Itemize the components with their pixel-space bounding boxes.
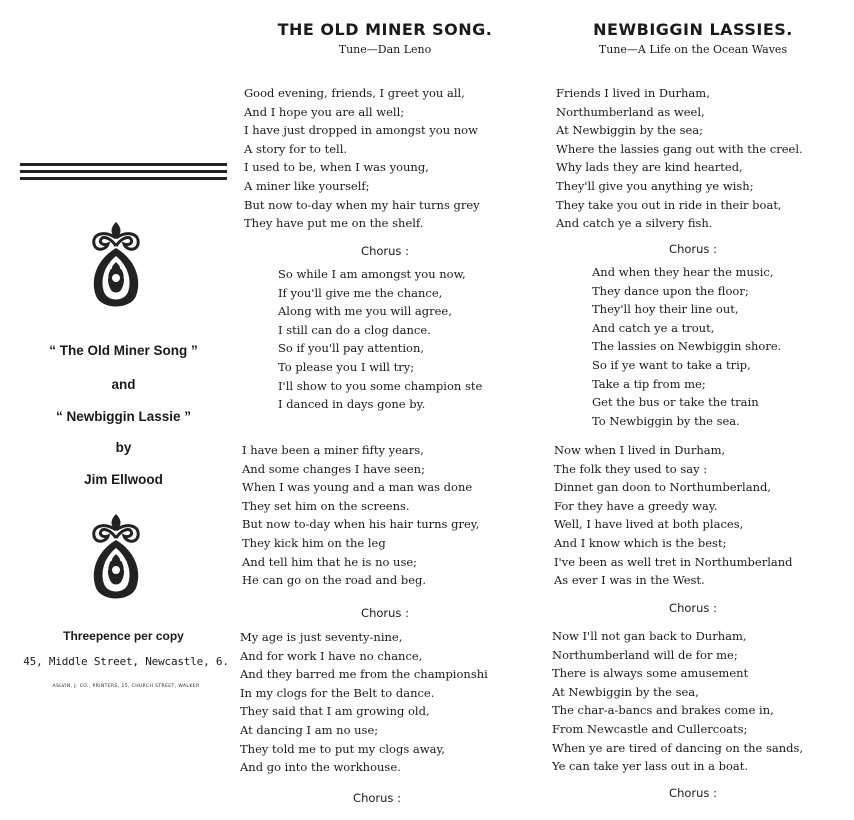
song-title: NEWBIGGIN LASSIES. — [593, 20, 793, 39]
lyric-line: And catch ye a trout, — [592, 320, 715, 335]
lyric-line: Dinnet gan doon to Northumberland, — [554, 480, 771, 495]
lyric-line: Where the lassies gang out with the creel. — [556, 141, 803, 156]
lyric-line: They set him on the screens. — [242, 498, 410, 513]
cover-title-line1: “ The Old Miner Song ” — [49, 343, 198, 358]
lyric-line: They have put me on the shelf. — [244, 216, 424, 231]
lyric-line: And I know which is the best; — [554, 536, 727, 550]
chorus-label: Chorus : — [669, 242, 717, 256]
chorus-label: Chorus : — [669, 601, 717, 615]
lyric-line: Good evening, friends, I greet you all, — [244, 86, 465, 100]
lyric-line: There is always some amusement — [552, 666, 749, 681]
lyric-line: At Newbiggin by the sea; — [556, 123, 704, 138]
lyric-line: They said that I am growing old, — [240, 704, 430, 719]
lyric-line: And some changes I have seen; — [242, 461, 425, 476]
lyric-line: As ever I was in the West. — [554, 573, 705, 588]
lyric-line: Now when I lived in Durham, — [554, 443, 726, 457]
lyric-line: I'll show to you some champion ste — [278, 378, 483, 393]
lyric-line: Why lads they are kind hearted, — [556, 160, 743, 175]
lyric-line: Northumberland as weel, — [556, 104, 705, 119]
cover-title-line2: “ Newbiggin Lassie ” — [55, 409, 192, 424]
cover-and: and — [111, 377, 136, 392]
lyric-line: So while I am amongst you now, — [278, 267, 466, 281]
lyric-line: I danced in days gone by. — [278, 397, 426, 412]
chorus-label: Chorus : — [353, 791, 401, 805]
rule-line — [20, 177, 227, 180]
lyric-line: Take a tip from me; — [592, 376, 706, 391]
chorus-label: Chorus : — [669, 786, 717, 800]
printer-imprint: ASLVIN, J. CO., PRINTERS, 15, CHURCH STREET, WALKER — [52, 684, 200, 689]
lyric-line: And catch ye a silvery fish. — [556, 216, 713, 231]
rule-line — [20, 163, 227, 166]
lyric-line: And go into the workhouse. — [240, 760, 401, 775]
lyric-line: Along with me you will agree, — [278, 304, 452, 319]
lyric-line: And tell him that he is no use; — [242, 554, 418, 569]
rule-line — [20, 170, 227, 173]
lyric-line: For they have a greedy way. — [554, 498, 718, 513]
lyric-line: The char-a-bancs and brakes come in, — [552, 703, 774, 718]
lyric-line: The lassies on Newbiggin shore. — [592, 339, 782, 354]
lyric-line: A story for to tell. — [244, 141, 348, 156]
lyric-line: They dance upon the floor; — [592, 283, 749, 298]
song-tune: Tune—Dan Leno — [338, 43, 432, 56]
lyric-line: My age is just seventy-nine, — [240, 630, 403, 644]
lyric-line: They'll hoy their line out, — [592, 302, 739, 317]
price-label: Threepence per copy — [63, 629, 184, 643]
lyric-line: So if ye want to take a trip, — [592, 358, 751, 372]
cover-by: by — [115, 440, 132, 455]
ornament-icon — [86, 220, 146, 312]
lyric-line: I have just dropped in amongst you now — [244, 123, 478, 138]
lyric-line: At Newbiggin by the sea, — [552, 684, 699, 699]
lyric-line: Well, I have lived at both places, — [554, 517, 744, 532]
lyric-line: And they barred me from the championshi — [240, 667, 488, 682]
lyric-line: I used to be, when I was young, — [244, 160, 429, 175]
lyric-line: I still can do a clog dance. — [278, 322, 431, 337]
cover-author: Jim Ellwood — [84, 472, 163, 487]
lyric-line: So if you'll pay attention, — [278, 341, 425, 356]
lyric-line: Get the bus or take the train — [592, 395, 759, 410]
lyric-line: When I was young and a man was done — [242, 480, 473, 495]
song-title: THE OLD MINER SONG. — [277, 20, 493, 39]
lyric-line: He can go on the road and beg. — [242, 573, 427, 588]
lyric-line: A miner like yourself; — [244, 179, 370, 193]
lyric-line: They take you out in ride in their boat, — [556, 197, 782, 212]
lyric-line: In my clogs for the Belt to dance. — [240, 685, 435, 700]
lyric-line: But now to-day when his hair turns grey, — [242, 517, 480, 532]
lyric-line: From Newcastle and Cullercoats; — [552, 722, 748, 736]
chorus-label: Chorus : — [361, 606, 409, 620]
lyric-line: If you'll give me the chance, — [278, 285, 443, 300]
address-label: 45, Middle Street, Newcastle, 6. — [23, 655, 229, 668]
lyric-line: When ye are tired of dancing on the sands, — [552, 740, 804, 755]
ornament-icon — [86, 512, 146, 604]
lyric-line: Now I'll not gan back to Durham, — [552, 629, 747, 643]
lyric-line: They told me to put my clogs away, — [240, 741, 446, 756]
lyric-line: To Newbiggin by the sea. — [592, 413, 740, 428]
lyric-line: Northumberland will de for me; — [552, 647, 738, 662]
lyric-line: At dancing I am no use; — [240, 723, 379, 737]
lyric-line: And for work I have no chance, — [240, 648, 423, 663]
lyric-line: I have been a miner fifty years, — [242, 443, 424, 457]
lyric-line: But now to-day when my hair turns grey — [244, 197, 480, 212]
lyric-line: And I hope you are all well; — [244, 104, 405, 119]
chorus-label: Chorus : — [361, 244, 409, 258]
lyric-line: And when they hear the music, — [592, 265, 774, 279]
lyric-line: They kick him on the leg — [242, 536, 386, 550]
lyric-line: Friends I lived in Durham, — [556, 86, 710, 100]
lyric-line: The folk they used to say : — [554, 461, 708, 476]
lyric-line: Ye can take yer lass out in a boat. — [552, 759, 749, 774]
song-tune: Tune—A Life on the Ocean Waves — [598, 43, 788, 56]
lyric-line: To please you I will try; — [278, 360, 415, 374]
lyric-line: They'll give you anything ye wish; — [556, 179, 754, 193]
lyric-line: I've been as well tret in Northumberland — [554, 554, 793, 569]
